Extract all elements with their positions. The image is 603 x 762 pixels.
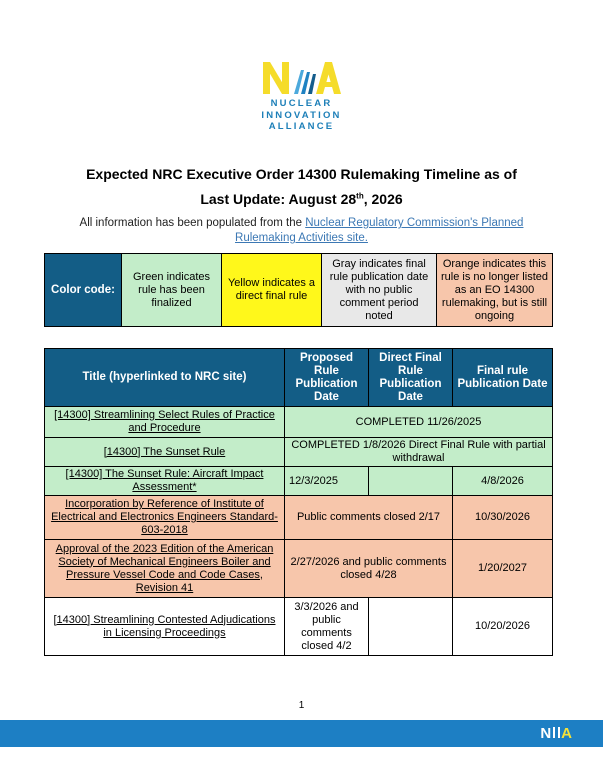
rule-link[interactable]: [14300] Streamlining Select Rules of Practice and Procedure <box>54 409 275 434</box>
rule-link[interactable]: [14300] The Sunset Rule <box>103 445 226 458</box>
footer-logo <box>540 725 573 742</box>
table-row <box>45 540 553 598</box>
intro-text <box>60 216 543 246</box>
proposed-direct-cell: Public comments closed 2/17 <box>285 496 453 540</box>
last-update-suffix: , 2026 <box>363 191 403 207</box>
direct-date-cell <box>369 598 453 656</box>
table-row <box>45 467 553 496</box>
footer-logo-n: N <box>540 725 553 742</box>
last-update-prefix: Last Update: August 28 <box>200 191 357 207</box>
table-row <box>45 438 553 467</box>
rule-link[interactable]: Approval of the 2023 Edition of the American Society of Mechanical Engineers Boiler and Pressure Vessel Code and Code Cases, Revision 41 <box>55 542 274 594</box>
nrc-planned-rulemaking-link[interactable]: Nuclear Regulatory Commission's Planned Rulemaking Activities site. <box>235 217 524 244</box>
page-title: Expected NRC Executive Order 14300 Rulemaking Timeline as of <box>86 166 517 182</box>
table-row <box>45 496 553 540</box>
legend-orange: Orange indicates this rule is no longer listed as an EO 14300 rulemaking, but is still ongoing <box>437 254 553 327</box>
footer-logo-i-icon <box>553 727 560 738</box>
table-row <box>45 598 553 656</box>
nia-logo-mark-icon <box>261 60 343 96</box>
footer-bar <box>0 720 603 747</box>
intro-plain: All information has been populated from the <box>79 217 306 229</box>
proposed-direct-cell: 2/27/2026 and public comments closed 4/28 <box>285 540 453 598</box>
final-date-cell: 4/8/2026 <box>453 467 553 496</box>
proposed-date-cell: 12/3/2025 <box>285 467 369 496</box>
rule-link[interactable]: [14300] The Sunset Rule: Aircraft Impact Assessment* <box>65 468 264 493</box>
header-proposed: Proposed Rule Publication Date <box>285 349 369 407</box>
legend-yellow: Yellow indicates a direct final rule <box>222 254 322 327</box>
logo-word-alliance: ALLIANCE <box>268 121 335 132</box>
direct-date-cell <box>369 467 453 496</box>
footer-logo-a: A <box>561 725 573 742</box>
final-date-cell: 10/30/2026 <box>453 496 553 540</box>
header-direct: Direct Final Rule Publication Date <box>369 349 453 407</box>
status-cell: COMPLETED 11/26/2025 <box>285 407 553 438</box>
final-date-cell: 1/20/2027 <box>453 540 553 598</box>
logo-word-nuclear: NUCLEAR <box>270 98 333 109</box>
table-header-row <box>45 349 553 407</box>
last-update-line <box>0 191 603 207</box>
rulemaking-table <box>44 348 553 656</box>
status-cell: COMPLETED 1/8/2026 Direct Final Rule with partial withdrawal <box>285 438 553 467</box>
rule-link[interactable]: [14300] Streamlining Contested Adjudications in Licensing Proceedings <box>53 613 276 639</box>
logo-word-innovation: INNOVATION <box>261 109 342 121</box>
nia-logo <box>0 60 603 133</box>
legend-green: Green indicates rule has been finalized <box>122 254 222 327</box>
proposed-date-cell: 3/3/2026 and public comments closed 4/2 <box>285 598 369 656</box>
header-title: Title (hyperlinked to NRC site) <box>45 349 285 407</box>
final-date-cell: 10/20/2026 <box>453 598 553 656</box>
legend-gray: Gray indicates final rule publication date with no public comment period noted <box>322 254 437 327</box>
rule-link[interactable]: Incorporation by Reference of Institute of Electrical and Electronics Engineers Standard-603-2018 <box>51 498 278 536</box>
color-code-legend <box>44 253 553 327</box>
page-number: 1 <box>298 700 305 711</box>
legend-label: Color code: <box>45 254 122 327</box>
table-row <box>45 407 553 438</box>
last-update-sup: th <box>356 191 364 201</box>
header-final: Final rule Publication Date <box>453 349 553 407</box>
